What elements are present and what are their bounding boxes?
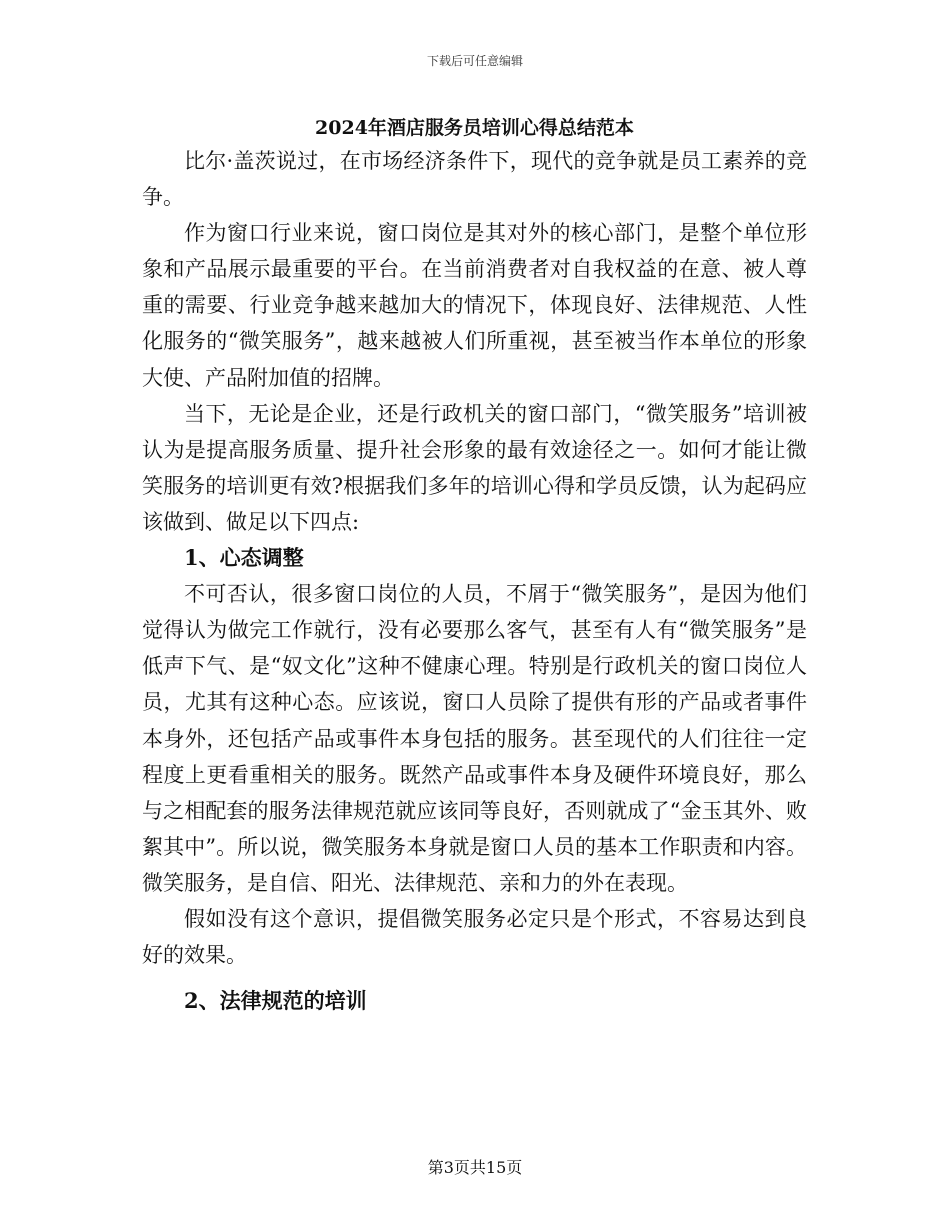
paragraph-window-industry: 作为窗口行业来说，窗口岗位是其对外的核心部门，是整个单位形象和产品展示最重要的平台。在当前消费者对自我权益的在意、被人尊重的需要、行业竞争越来越加大的情况下，体现良好、法律规范、人性化服务的“微笑服务”，越来越被人们所重视，甚至被当作本单位的形象大使、产品附加值的招牌。	[142, 221, 807, 390]
section-heading-mindset: 1、心态调整	[184, 545, 304, 571]
section-spacer	[142, 973, 807, 983]
paragraph-smile-training: 当下，无论是企业，还是行政机关的窗口部门，“微笑服务”培训被认为是提高服务质量、提升社会形象的最有效途径之一。如何才能让微笑服务的培训更有效?根据我们多年的培训心得和学员反馈，认为起码应该做到、做足以下四点:	[142, 401, 807, 534]
document-title: 2024年酒店服务员培训心得总结范本	[315, 117, 634, 139]
page-footer: 第3页共15页	[427, 1158, 523, 1177]
paragraph-intro-quote: 比尔·盖茨说过，在市场经济条件下，现代的竞争就是员工素养的竞争。	[142, 149, 807, 210]
page-header: 下载后可任意编辑	[426, 54, 523, 68]
document-body	[142, 113, 807, 1019]
section-heading-legal-training: 2、法律规范的培训	[184, 988, 367, 1014]
paragraph-mindset-conclusion: 假如没有这个意识，提倡微笑服务必定只是个形式，不容易达到良好的效果。	[142, 906, 807, 968]
paragraph-mindset-body: 不可否认，很多窗口岗位的人员，不屑于“微笑服务”，是因为他们觉得认为做完工作就行，没有必要那么客气，甚至有人有“微笑服务”是低声下气、是“奴文化”这种不健康心理。特别是行政机关的窗口岗位人员，尤其有这种心态。应该说，窗口人员除了提供有形的产品或者事件本身外，还包括产品或事件本身包括的服务。甚至现代的人们往往一定程度上更看重相关的服务。既然产品或事件本身及硬件环境良好，那么与之相配套的服务法律规范就应该同等良好，否则就成了“金玉其外、败絮其中”。所以说，微笑服务本身就是窗口人员的基本工作职责和内容。微笑服务，是自信、阳光、法律规范、亲和力的外在表现。	[142, 582, 807, 895]
